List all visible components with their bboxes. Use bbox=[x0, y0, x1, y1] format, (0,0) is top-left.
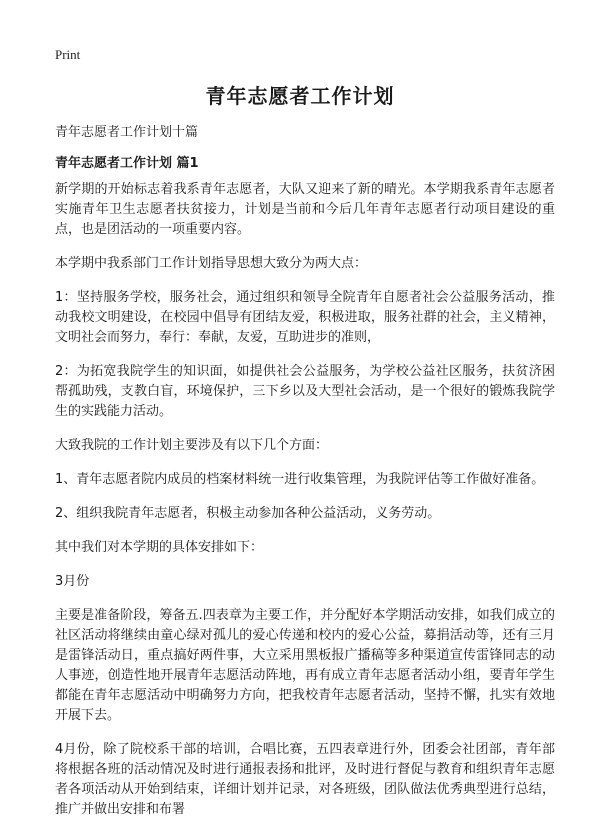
page-title: 青年志愿者工作计划 bbox=[205, 84, 395, 108]
paragraph: 1：坚持服务学校，服务社会，通过组织和领导全院青年自愿者社会公益服务活动，推动我校文明建设，在校园中倡导有团结友爱，积极进取，服务社群的社会，主义精神，文明社会而努力，奉行：奉献，友爱，互助进步的准则， bbox=[55, 290, 555, 345]
paragraph: 1、青年志愿者院内成员的档案材料统一进行收集管理，为我院评估等工作做好准备。 bbox=[55, 472, 545, 487]
paragraph: 2：为拓宽我院学生的知识面，如提供社会公益服务，为学校公益社区服务，扶贫济困帮孤助残，支教白盲，环境保护，三下乡以及大型社会活动，是一个很好的锻炼我院学生的实践能力活动。 bbox=[55, 364, 555, 419]
document-body bbox=[55, 180, 555, 834]
paragraph: 大致我院的工作计划主要涉及有以下几个方面： bbox=[55, 438, 329, 453]
document-subtitle: 青年志愿者工作计划十篇 bbox=[55, 125, 199, 140]
section-heading: 青年志愿者工作计划 篇1 bbox=[55, 156, 199, 171]
paragraph: 4月份，除了院校系干部的培训，合唱比赛，五四表章进行外，团委会社团部，青年部将根据各班的活动情况及时进行通报表扬和批评，及时进行督促与教育和组织青年志愿者各项活动从开始到结束，详细计划并记录，对各班级，团队做法优秀典型进行总结，推广并做出安排和布署 bbox=[55, 742, 555, 817]
month-heading: 3月份 bbox=[55, 574, 90, 589]
paragraph: 新学期的开始标志着我系青年志愿者，大队又迎来了新的晴光。本学期我系青年志愿者实施青年卫生志愿者扶贫接力，计划是当前和今后几年青年志愿者行动项目建设的重点，也是团活动的一项重要内容。 bbox=[55, 182, 555, 237]
paragraph: 2、组织我院青年志愿者，积极主动参加各种公益活动，义务劳动。 bbox=[55, 506, 441, 521]
print-link[interactable]: Print bbox=[55, 47, 81, 62]
paragraph: 其中我们对本学期的具体安排如下： bbox=[55, 540, 264, 555]
paragraph: 本学期中我系部门工作计划指导思想大致分为两大点： bbox=[55, 256, 368, 271]
paragraph: 主要是准备阶段，筹备五.四表章为主要工作，并分配好本学期活动安排，如我们成立的社区活动将继续由童心绿对孤儿的爱心传递和校内的爱心公益，募捐活动等，还有三月是雷锋活动日，重点搞好两件事，大立采用黑板报广播稿等多种渠道宣传雷锋同志的动人事迹，创造性地开展青年志愿活动阵地，再有成立青年志愿者活动小组，要青年学生都能在青年志愿活动中明确努力方向，把我校青年志愿者活动，坚持不懈，扎实有效地开展下去。 bbox=[55, 608, 555, 723]
